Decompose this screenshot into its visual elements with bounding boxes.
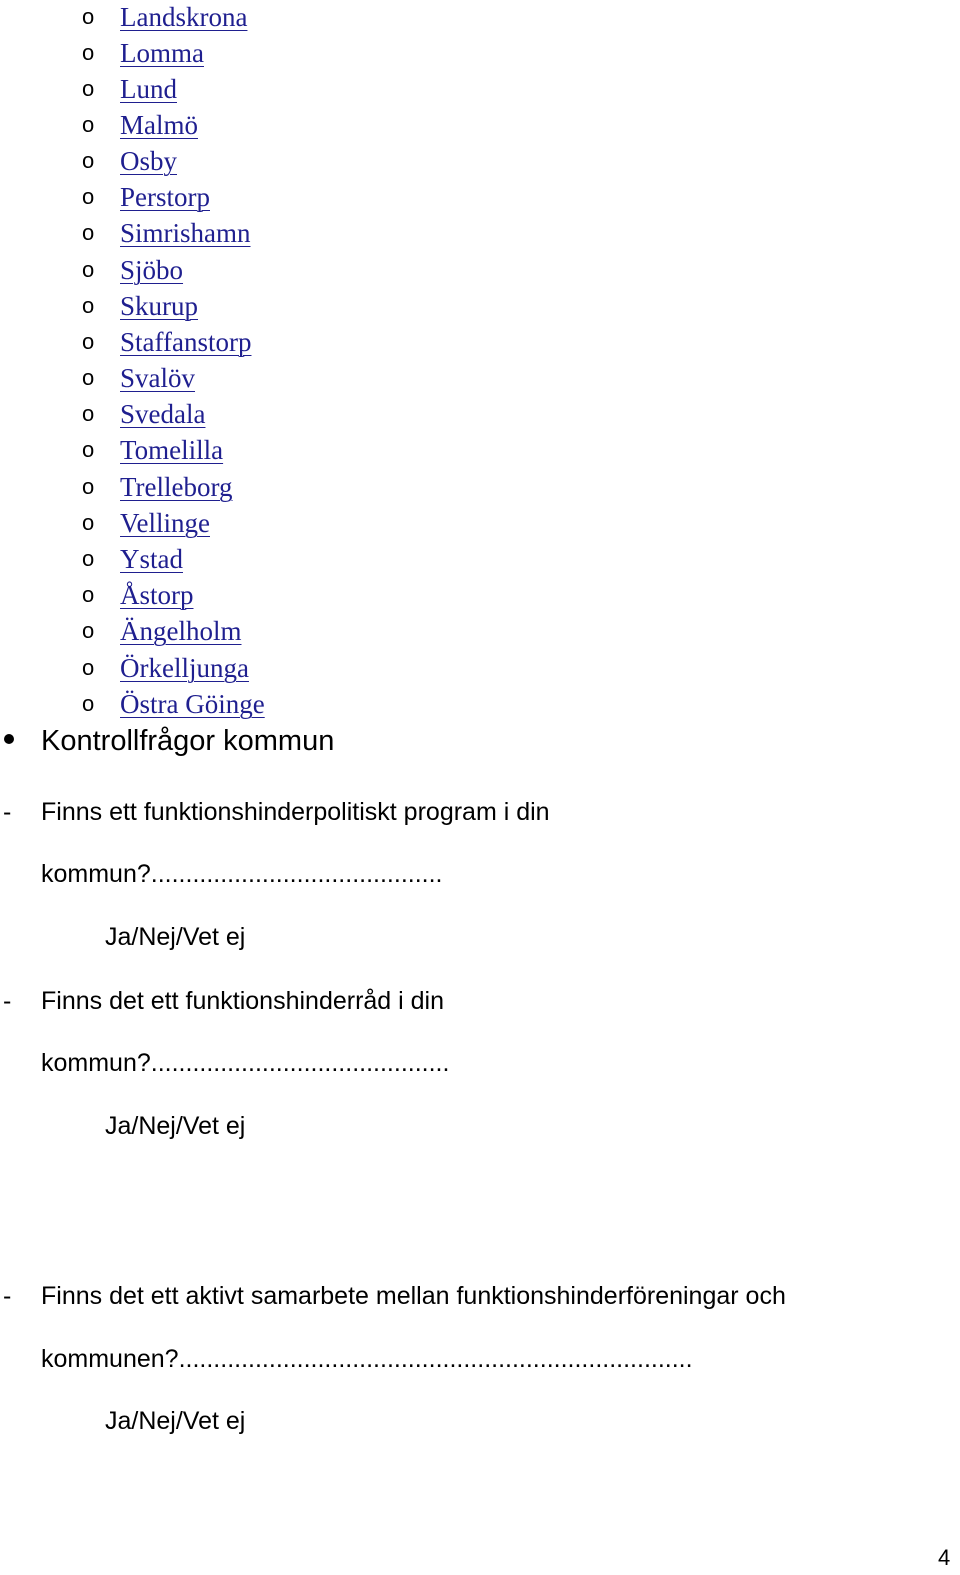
dash-marker: - [3,798,12,826]
circle-bullet-icon: o [82,220,95,245]
link-osby[interactable]: Osby [120,146,178,176]
link-svalov[interactable]: Svalöv [120,363,196,393]
circle-bullet-icon: o [82,691,95,716]
circle-bullet-icon: o [82,257,95,282]
circle-bullet-icon: o [82,4,95,29]
link-ostra-goinge[interactable]: Östra Göinge [120,689,265,719]
question-1-line-2: kommun?.......................................... [41,860,443,888]
link-perstorp[interactable]: Perstorp [120,182,210,212]
link-malmo[interactable]: Malmö [120,110,198,140]
question-2-answer: Ja/Nej/Vet ej [105,1112,246,1140]
circle-bullet-icon: o [82,40,95,65]
circle-bullet-icon: o [82,618,95,643]
circle-bullet-icon: o [82,184,95,209]
dash-marker: - [3,987,12,1015]
link-sjobo[interactable]: Sjöbo [120,255,184,285]
disc-bullet-icon [4,734,14,744]
link-vellinge[interactable]: Vellinge [120,508,210,538]
link-skurup[interactable]: Skurup [120,291,199,321]
link-angelholm[interactable]: Ängelholm [120,616,242,646]
circle-bullet-icon: o [82,401,95,426]
link-astorp[interactable]: Åstorp [120,580,194,610]
heading-text: Kontrollfrågor kommun [41,725,335,757]
question-2-line-2: kommun?........................................... [41,1049,450,1077]
link-landskrona[interactable]: Landskrona [120,2,248,32]
link-lomma[interactable]: Lomma [120,38,204,68]
link-ystad[interactable]: Ystad [120,544,183,574]
link-lund[interactable]: Lund [120,74,177,104]
link-tomelilla[interactable]: Tomelilla [120,435,224,465]
circle-bullet-icon: o [82,546,95,571]
dash-marker: - [3,1282,12,1310]
circle-bullet-icon: o [82,437,95,462]
question-3-answer: Ja/Nej/Vet ej [105,1407,246,1435]
question-1-line-1: Finns ett funktionshinderpolitiskt program i din [41,798,550,826]
circle-bullet-icon: o [82,293,95,318]
circle-bullet-icon: o [82,474,95,499]
link-svedala[interactable]: Svedala [120,399,206,429]
question-1-answer: Ja/Nej/Vet ej [105,923,246,951]
link-staffanstorp[interactable]: Staffanstorp [120,327,252,357]
link-simrishamn[interactable]: Simrishamn [120,218,251,248]
link-trelleborg[interactable]: Trelleborg [120,472,233,502]
circle-bullet-icon: o [82,112,95,137]
circle-bullet-icon: o [82,655,95,680]
link-orkelljunga[interactable]: Örkelljunga [120,653,249,683]
circle-bullet-icon: o [82,510,95,535]
question-3-line-1: Finns det ett aktivt samarbete mellan funktionshinderföreningar och [41,1282,786,1310]
circle-bullet-icon: o [82,365,95,390]
question-3-line-2: kommunen?.......................................................................... [41,1345,693,1373]
page-number: 4 [938,1545,951,1570]
circle-bullet-icon: o [82,148,95,173]
circle-bullet-icon: o [82,329,95,354]
question-2-line-1: Finns det ett funktionshinderråd i din [41,987,445,1015]
circle-bullet-icon: o [82,76,95,101]
circle-bullet-icon: o [82,582,95,607]
